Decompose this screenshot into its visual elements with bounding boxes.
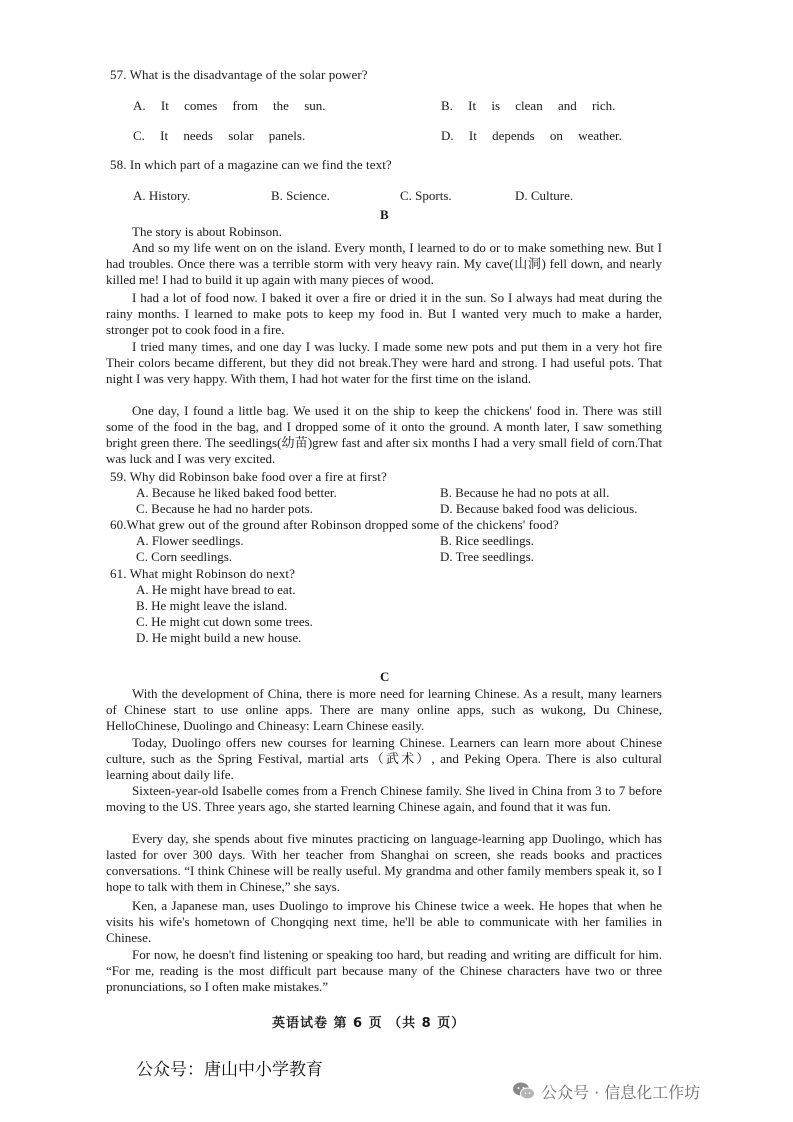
wechat-icon bbox=[512, 1081, 536, 1101]
section-b-paragraph: One day, I found a little bag. We used it on the ship to keep the chickens' food in. There was still some of the food in the bag, and I dropped some of it onto the ground. A month later, I saw something bright green there. The seedlings(幼苗)grew fast and after six months I had a very small field of corn.That was luck and I was very excited. bbox=[106, 403, 662, 466]
q61-option-c: C. He might cut down some trees. bbox=[136, 614, 313, 629]
q61-option-d: D. He might build a new house. bbox=[136, 630, 302, 645]
q58-option-b: B. Science. bbox=[271, 188, 330, 203]
q58-option-c: C. Sports. bbox=[400, 188, 452, 203]
q58-option-d: D. Culture. bbox=[515, 188, 574, 203]
q59-option-d: D. Because baked food was delicious. bbox=[440, 501, 638, 516]
q59-option-a: A. Because he liked baked food better. bbox=[136, 485, 337, 500]
question-59: 59. Why did Robinson bake food over a fire at first? bbox=[110, 469, 387, 484]
question-61: 61. What might Robinson do next? bbox=[110, 566, 295, 581]
q58-option-a: A. History. bbox=[133, 188, 191, 203]
section-b-intro: The story is about Robinson. bbox=[132, 224, 282, 239]
q61-option-a: A. He might have bread to eat. bbox=[136, 582, 296, 597]
q60-option-b: B. Rice seedlings. bbox=[440, 533, 534, 548]
question-57: 57. What is the disadvantage of the solar power? bbox=[110, 67, 368, 82]
q60-option-c: C. Corn seedlings. bbox=[136, 549, 233, 564]
q57-option-b: B. It is clean and rich. bbox=[441, 98, 616, 113]
section-b-paragraph: I had a lot of food now. I baked it over a fire or dried it in the sun. So I always had meat during the rainy months. I learned to make pots to keep my food in. But I wanted very much to make a harder, stronger pot to cook food in a fire. bbox=[106, 290, 662, 337]
page-footer: 英语试卷 第 6 页 （共 8 页） bbox=[272, 1016, 466, 1031]
question-60: 60.What grew out of the ground after Robinson dropped some of the chickens' food? bbox=[110, 517, 559, 532]
section-c-paragraph: Sixteen-year-old Isabelle comes from a French Chinese family. She lived in China from 3 to 7 before moving to the US. Three years ago, she started learning Chinese again, and found that it was fun. bbox=[106, 783, 662, 814]
q60-option-a: A. Flower seedlings. bbox=[136, 533, 244, 548]
q57-option-c: C. It needs solar panels. bbox=[133, 128, 306, 143]
section-b-label: B bbox=[380, 207, 389, 222]
section-b-paragraph: I tried many times, and one day I was lucky. I made some new pots and put them in a very hot fire Their colors became different, but they did not break.They were hard and strong. I had useful pots. That night I was very happy. With them, I had hot water for the first time on the island. bbox=[106, 339, 662, 386]
q59-option-b: B. Because he had no pots at all. bbox=[440, 485, 610, 500]
q57-option-a: A. It comes from the sun. bbox=[133, 98, 326, 113]
q60-option-d: D. Tree seedlings. bbox=[440, 549, 534, 564]
watermark-account-left: 公众号：唐山中小学教育 bbox=[136, 1060, 323, 1080]
section-c-label: C bbox=[380, 669, 390, 684]
section-c-paragraph: For now, he doesn't find listening or speaking too hard, but reading and writing are difficult for him. “For me, reading is the most difficult part because many of the Chinese characters have two or three pronunciations, so I often make mistakes.” bbox=[106, 947, 662, 994]
q59-option-c: C. Because he had no harder pots. bbox=[136, 501, 313, 516]
q61-option-b: B. He might leave the island. bbox=[136, 598, 288, 613]
section-c-paragraph: Ken, a Japanese man, uses Duolingo to improve his Chinese twice a week. He hopes that when he visits his wife's hometown of Chongqing next time, he'll be able to communicate with her families in Chinese. bbox=[106, 898, 662, 945]
question-58: 58. In which part of a magazine can we find the text? bbox=[110, 157, 392, 172]
section-c-paragraph: With the development of China, there is more need for learning Chinese. As a result, many learners of Chinese start to use online apps. There are many online apps, such as wukong, Du Chinese, HelloChinese, Duolingo and Chineasy: Learn Chinese easily. bbox=[106, 686, 662, 733]
q57-option-d: D. It depends on weather. bbox=[441, 128, 622, 143]
section-b-paragraph: And so my life went on on the island. Every month, I learned to do or to make something new. But I had troubles. Once there was a terrible storm with very heavy rain. My cave(山洞) fell down, and nearly killed me! I had to build it up again with many pieces of wood. bbox=[106, 240, 662, 287]
section-c-paragraph: Today, Duolingo offers new courses for learning Chinese. Learners can learn more about Chinese culture, such as the Spring Festival, martial arts（武术）, and Peking Opera. There is also cultural learning about daily life. bbox=[106, 735, 662, 782]
section-c-paragraph: Every day, she spends about five minutes practicing on language-learning app Duolingo, which has lasted for over 300 days. With her teacher from Shanghai on screen, she reads books and practices conversations. “I think Chinese will be really useful. My grandma and other family members speak it, so I hope to talk with them in Chinese,” she says. bbox=[106, 831, 662, 894]
watermark-account-right: 公众号 · 信息化工作坊 bbox=[541, 1083, 701, 1102]
